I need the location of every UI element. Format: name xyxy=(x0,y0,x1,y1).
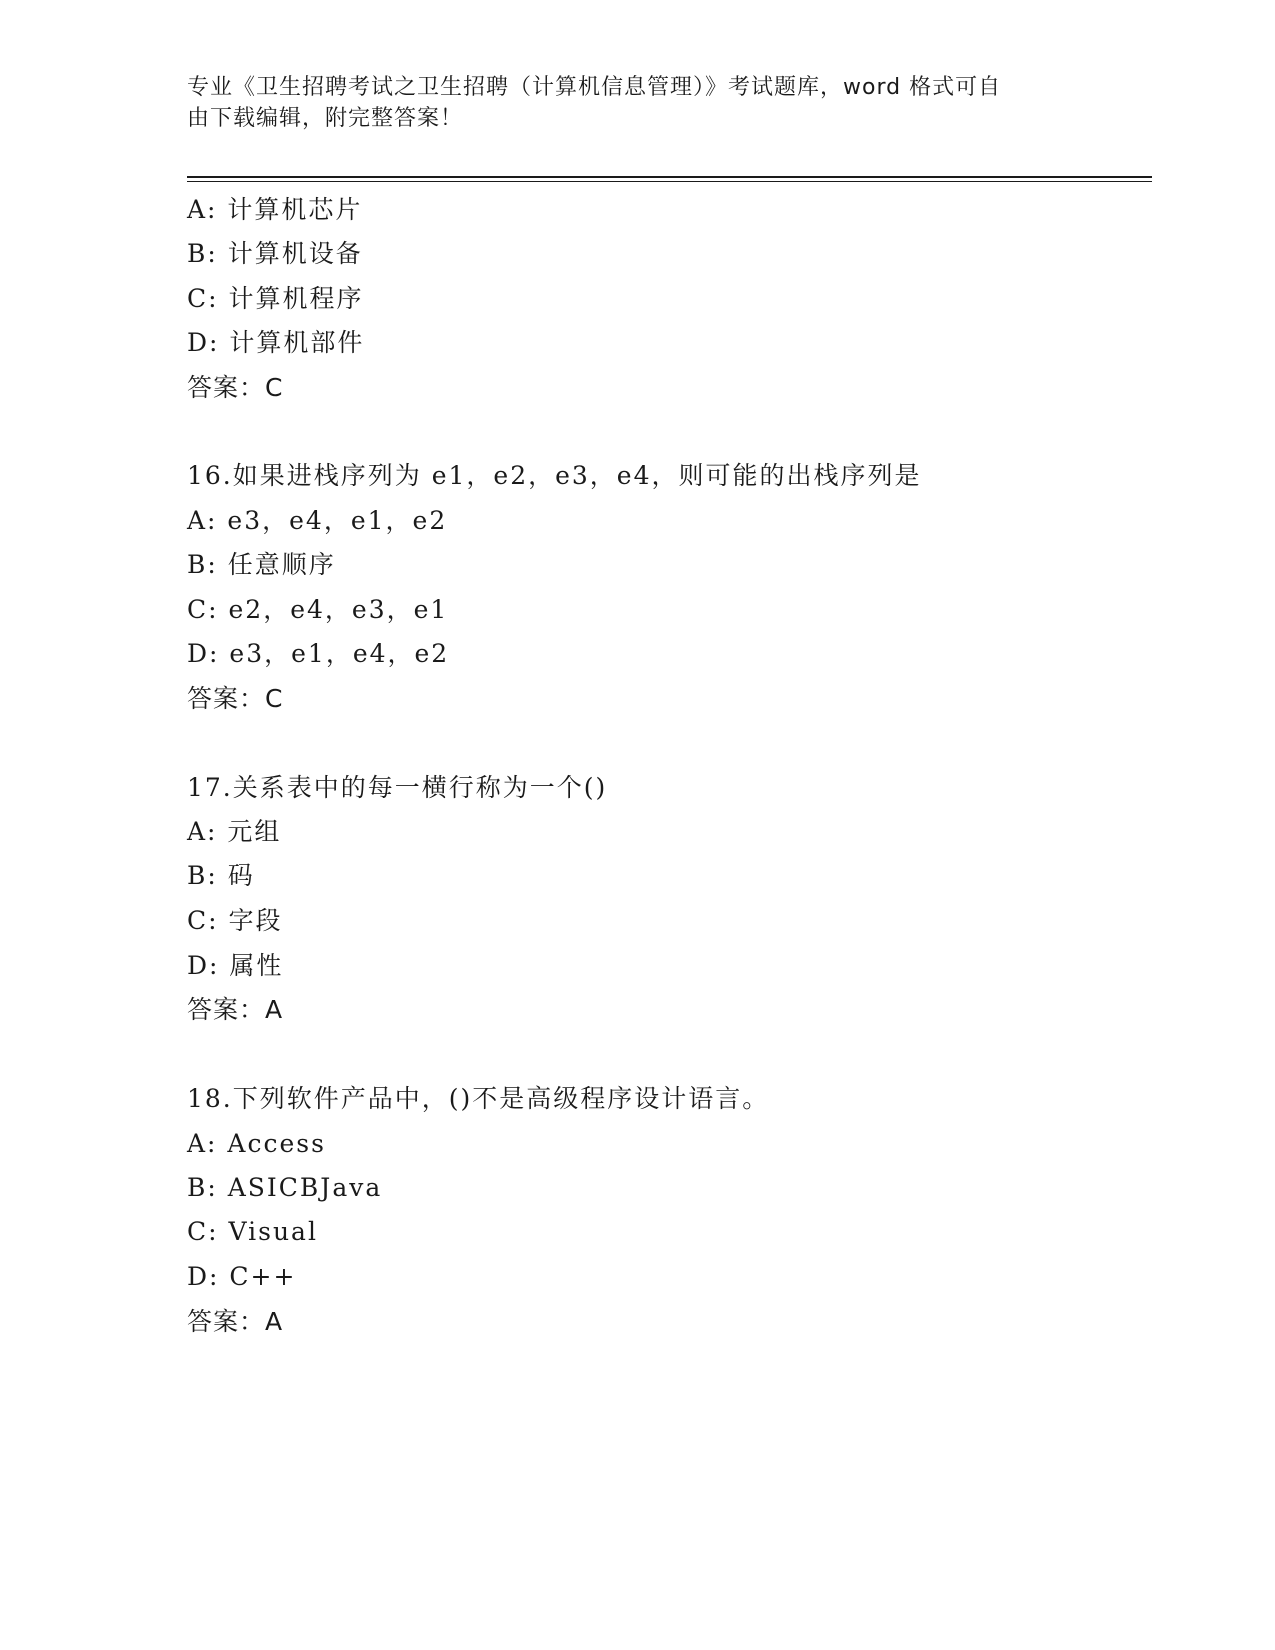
header-line-1: 专业《卫生招聘考试之卫生招聘（计算机信息管理）》考试题库，word 格式可自 xyxy=(187,75,1002,100)
q16-question: 16.如果进栈序列为 e1，e2，e3，e4，则可能的出栈序列是 xyxy=(187,461,922,490)
q15-answer: 答案：C xyxy=(187,373,284,402)
q18-option-b: B: ASICBJava xyxy=(187,1173,383,1202)
q18-question: 18.下列软件产品中，()不是高级程序设计语言。 xyxy=(187,1084,770,1113)
q15-option-b: B: 计算机设备 xyxy=(187,239,363,268)
q16-option-b: B: 任意顺序 xyxy=(187,550,336,579)
q16-option-c: C: e2，e4，e3，e1 xyxy=(187,595,449,624)
q17-option-c: C: 字段 xyxy=(187,906,283,935)
q15-option-a: A: 计算机芯片 xyxy=(187,195,363,224)
q17-answer: 答案：A xyxy=(187,995,284,1024)
q18-answer: 答案：A xyxy=(187,1307,284,1336)
q15-option-d: D: 计算机部件 xyxy=(187,328,365,357)
q16-answer: 答案：C xyxy=(187,684,284,713)
q15-option-c: C: 计算机程序 xyxy=(187,284,364,313)
document-header xyxy=(187,72,1067,134)
header-divider-thin xyxy=(187,181,1152,182)
q16-option-a: A: e3，e4，e1，e2 xyxy=(187,506,448,535)
q17-option-a: A: 元组 xyxy=(187,817,282,846)
q17-option-d: D: 属性 xyxy=(187,951,284,980)
header-divider-thick xyxy=(187,176,1152,178)
q18-option-c: C: Visual xyxy=(187,1217,318,1246)
header-line-2: 由下载编辑，附完整答案！ xyxy=(187,106,464,131)
q18-option-a: A: Access xyxy=(187,1129,326,1158)
q18-option-d: D: C++ xyxy=(187,1262,297,1291)
q17-option-b: B: 码 xyxy=(187,861,255,890)
q17-question: 17.关系表中的每一横行称为一个() xyxy=(187,773,608,802)
q16-option-d: D: e3，e1，e4，e2 xyxy=(187,639,450,668)
